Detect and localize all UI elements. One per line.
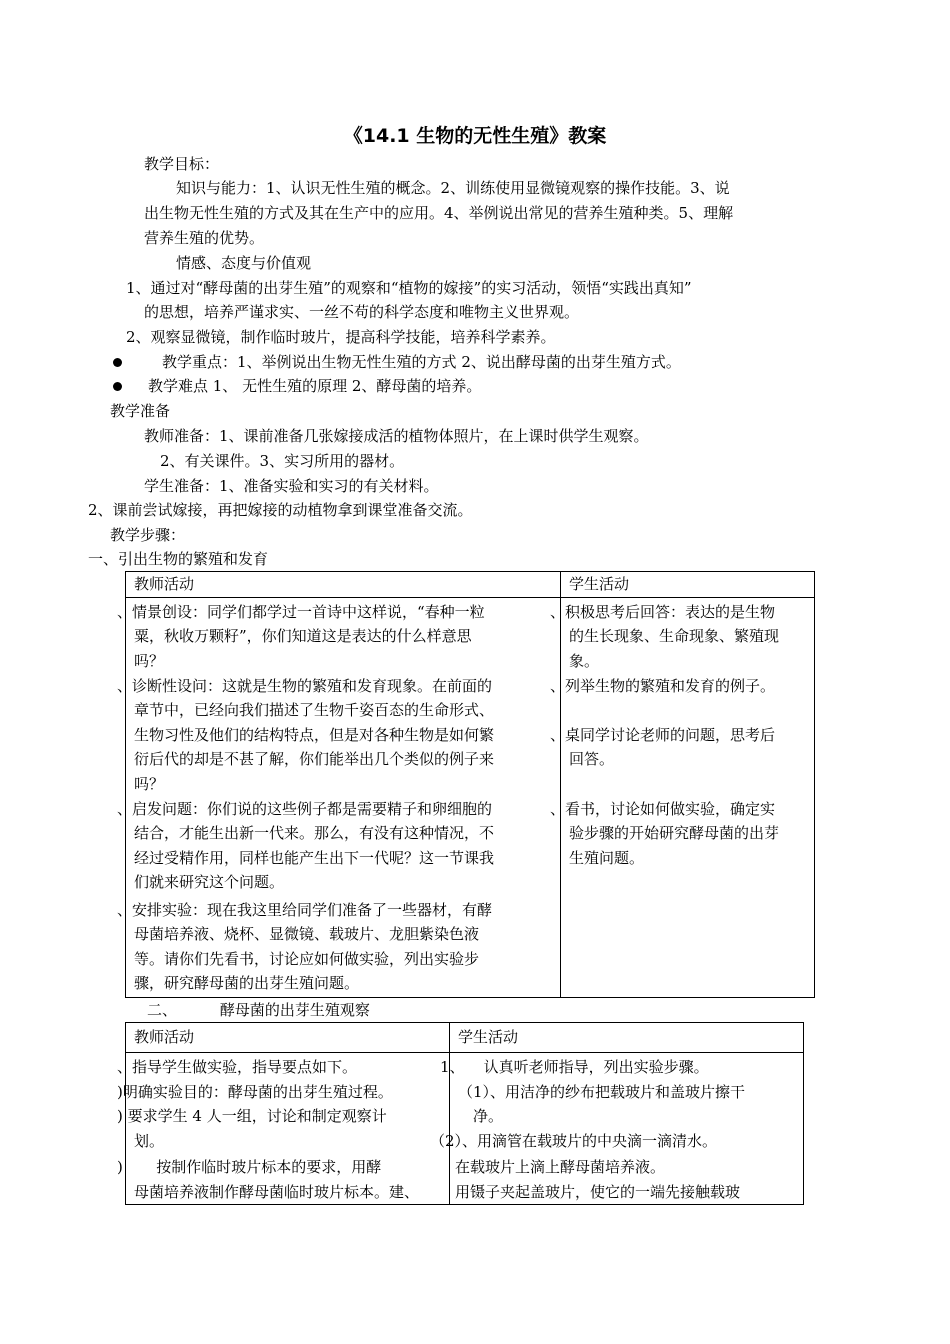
table-line: 、看书，讨论如何做实验，确定实 xyxy=(550,800,776,818)
table-line: ) 按制作临时玻片标本的要求，用酵 xyxy=(117,1158,382,1176)
table-line: 吗？ xyxy=(134,652,165,670)
table-line: （2）、用滴管在载玻片的中央滴一滴清水。 xyxy=(430,1132,718,1150)
table-line: 1、 认真听老师指导，列出实验步骤。 xyxy=(440,1058,709,1076)
table-line: 生殖问题。 xyxy=(569,849,645,867)
col-header-student: 学生活动 xyxy=(458,1028,519,1046)
student-prep: 2、课前尝试嫁接，再把嫁接的动植物拿到课堂准备交流。 xyxy=(88,501,473,519)
key-points: 教学重点：1、举例说出生物无性生殖的方式 2、说出酵母菌的出芽生殖方式。 xyxy=(162,353,681,371)
emotion-line: 2、观察显微镜，制作临时玻片，提高科学技能，培养科学素养。 xyxy=(126,328,556,346)
table-line: 象。 xyxy=(569,652,600,670)
table-line: 的生长现象、生命现象、繁殖现 xyxy=(569,627,780,645)
emotion-line: 的思想，培养严谨求实、一丝不苟的科学态度和唯物主义世界观。 xyxy=(144,303,580,321)
table-line: 吗？ xyxy=(134,775,165,793)
table-line: 章节中，已经向我们描述了生物千姿百态的生命形式、 xyxy=(134,701,495,719)
table-line: 、桌同学讨论老师的问题，思考后 xyxy=(550,726,776,744)
emotion-line: 1、通过对“酵母菌的出芽生殖”的观察和“植物的嫁接”的实习活动，领悟“实践出真知” xyxy=(126,279,692,297)
knowledge-line: 出生物无性生殖的方式及其在生产中的应用。4、举例说出常见的营养生殖种类。5、理解 xyxy=(144,204,734,222)
table-line: 净。 xyxy=(473,1107,504,1125)
table-line: 生物习性及他们的结构特点，但是对各种生物是如何繁 xyxy=(134,726,495,744)
objectives-heading: 教学目标： xyxy=(144,155,220,173)
bullet-icon xyxy=(113,382,122,391)
table-line: ) 要求学生 4 人一组，讨论和制定观察计 xyxy=(117,1107,387,1125)
col-header-teacher: 教师活动 xyxy=(134,1028,195,1046)
teacher-prep: 教师准备：1、课前准备几张嫁接成活的植物体照片，在上课时供学生观察。 xyxy=(144,427,649,445)
table-line: 、情景创设：同学们都学过一首诗中这样说，“春种一粒 xyxy=(117,603,485,621)
table-line: )明确实验目的：酵母菌的出芽生殖过程。 xyxy=(117,1083,393,1101)
preparation-heading: 教学准备 xyxy=(110,402,171,420)
difficulties: 教学难点 1、 无性生殖的原理 2、酵母菌的培养。 xyxy=(148,377,482,395)
table-line: 、列举生物的繁殖和发育的例子。 xyxy=(550,677,776,695)
table-line: 、启发问题：你们说的这些例子都是需要精子和卵细胞的 xyxy=(117,800,493,818)
table-line: 在载玻片上滴上酵母菌培养液。 xyxy=(455,1158,666,1176)
student-prep: 学生准备：1、准备实验和实习的有关材料。 xyxy=(144,477,439,495)
emotion-heading: 情感、态度与价值观 xyxy=(176,254,312,272)
table-line: 粟，秋收万颗籽”，你们知道这是表达的什么样意思 xyxy=(134,627,472,645)
col-header-student: 学生活动 xyxy=(569,575,630,593)
table-line: （1）、用洁净的纱布把载玻片和盖玻片擦干 xyxy=(458,1083,746,1101)
col-header-teacher: 教师活动 xyxy=(134,575,195,593)
table-line: 、安排实验：现在我这里给同学们准备了一些器材，有酵 xyxy=(117,901,493,919)
knowledge-line: 营养生殖的优势。 xyxy=(144,229,265,247)
table-line: 回答。 xyxy=(569,750,615,768)
section2-heading: 二、 酵母菌的出芽生殖观察 xyxy=(147,1001,370,1019)
table-line: 骤，研究酵母菌的出芽生殖问题。 xyxy=(134,974,360,992)
table-line: 等。请你们先看书，讨论应如何做实验，列出实验步 xyxy=(134,950,480,968)
table-line: 、积极思考后回答：表达的是生物 xyxy=(550,603,776,621)
bullet-icon xyxy=(113,358,122,367)
table-line: 母菌培养液、烧杯、显微镜、载玻片、龙胆紫染色液 xyxy=(134,925,480,943)
steps-heading: 教学步骤： xyxy=(110,526,186,544)
table-line: 们就来研究这个问题。 xyxy=(134,873,285,891)
table-line: 划。 xyxy=(134,1132,165,1150)
table-line: 结合，才能生出新一代来。那么，有没有这种情况，不 xyxy=(134,824,495,842)
section1-heading: 一、引出生物的繁殖和发育 xyxy=(88,550,269,568)
table-line: 经过受精作用，同样也能产生出下一代呢？这一节课我 xyxy=(134,849,495,867)
table-line: 用镊子夹起盖玻片，使它的一端先接触载玻 xyxy=(455,1183,741,1201)
table-line: 母菌培养液制作酵母菌临时玻片标本。建、 xyxy=(134,1183,420,1201)
table-line: 、指导学生做实验，指导要点如下。 xyxy=(117,1058,358,1076)
table-line: 衍后代的却是不甚了解，你们能举出几个类似的例子来 xyxy=(134,750,495,768)
table-line: 、诊断性设问：这就是生物的繁殖和发育现象。在前面的 xyxy=(117,677,493,695)
table-line: 验步骤的开始研究酵母菌的出芽 xyxy=(569,824,780,842)
page-title: 《14.1 生物的无性生殖》教案 xyxy=(343,125,607,147)
knowledge-line: 知识与能力：1、认识无性生殖的概念。2、训练使用显微镜观察的操作技能。3、说 xyxy=(176,179,730,197)
teacher-prep: 2、有关课件。3、实习所用的器材。 xyxy=(160,452,405,470)
